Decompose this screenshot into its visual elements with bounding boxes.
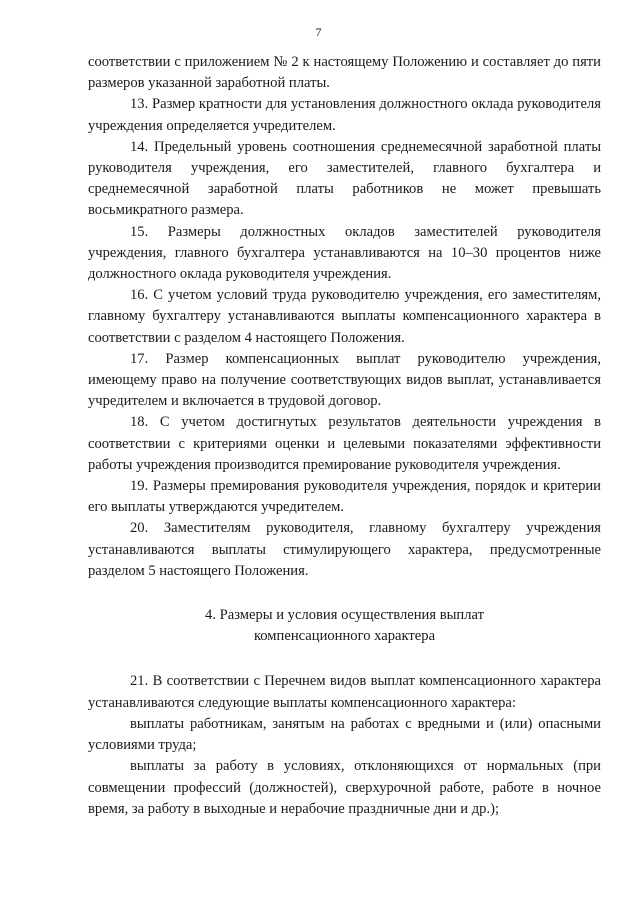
paragraph-21: 21. В соответствии с Перечнем видов выплат компенсационного характера устанавливаются следующие выплаты компенсационного характера: xyxy=(88,673,601,711)
paragraph-15: 15. Размеры должностных окладов заместителей руководителя учреждения, главного бухгалтера устанавливаются на 10–30 процентов ниже должностного оклада руководителя учреждения. xyxy=(88,223,601,283)
section-heading-line-2: компенсационного характера xyxy=(253,628,436,645)
list-item-abnormal-conditions: выплаты за работу в условиях, отклоняющихся от нормальных (при совмещении профессий (должностей), сверхурочной работе, работе в ночное время, за работу в выходные и нерабочие праздничные дни и др.); xyxy=(88,758,601,817)
paragraph-18: 18. С учетом достигнутых результатов деятельности учреждения в соответствии с критериями оценки и целевыми показателями эффективности работы учреждения производится премирование руководителя учреждения. xyxy=(88,414,601,473)
paragraph-19: 19. Размеры премирования руководителя учреждения, порядок и критерии его выплаты утверждаются учредителем. xyxy=(88,478,601,516)
section-heading xyxy=(88,605,601,647)
section-heading-line-1: 4. Размеры и условия осуществления выплат xyxy=(205,607,484,624)
paragraph-14: 14. Предельный уровень соотношения среднемесячной заработной платы руководителя учреждения, его заместителей, главного бухгалтера и среднемесячной заработной платы работников не может превышать восьмикратного размера. xyxy=(88,138,601,219)
paragraph-continuation: соответствии с приложением № 2 к настоящему Положению и составляет до пяти размеров указанной заработной платы. xyxy=(88,54,601,92)
paragraph-16: 16. С учетом условий труда руководителю учреждения, его заместителям, главному бухгалтеру устанавливаются выплаты компенсационного характера в соответствии с разделом 4 настоящего Положения. xyxy=(88,287,601,346)
page-number: 7 xyxy=(315,25,322,39)
paragraph-17: 17. Размер компенсационных выплат руководителю учреждения, имеющему право на получение соответствующих видов выплат, устанавливается учредителем и включается в трудовой договор. xyxy=(88,350,601,410)
document-body xyxy=(88,52,601,820)
paragraph-13: 13. Размер кратности для установления должностного оклада руководителя учреждения определяется учредителем. xyxy=(88,96,601,134)
list-item-hazardous-work: выплаты работникам, занятым на работах с вредными и (или) опасными условиями труда; xyxy=(88,715,601,754)
paragraph-20: 20. Заместителям руководителя, главному бухгалтеру учреждения устанавливаются выплаты стимулирующего характера, предусмотренные разделом 5 настоящего Положения. xyxy=(88,520,601,579)
